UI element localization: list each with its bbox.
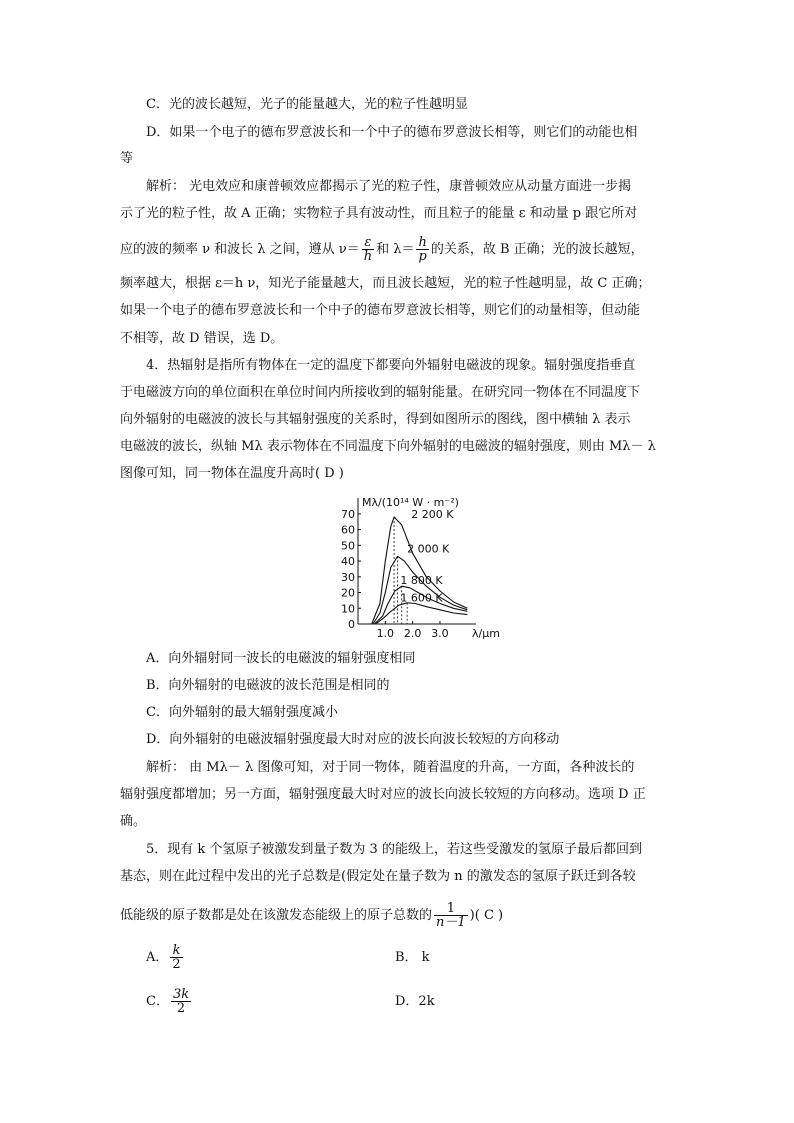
fraction-denominator: p — [418, 249, 427, 264]
q3-analysis-3c: 的关系，故 B 正确；光的波长越短， — [430, 242, 644, 257]
fraction-denominator: 2 — [176, 1001, 186, 1016]
y-tick-label: 20 — [341, 586, 355, 600]
q3-option-c: C．光的波长越短，光子的能量越大，光的粒子性越明显 — [146, 97, 468, 112]
q4-option-d: D．向外辐射的电磁波辐射强度最大时对应的波长向波长较短的方向移动 — [146, 732, 560, 747]
y-tick-label: 0 — [348, 618, 355, 631]
q4-option-a: A．向外辐射同一波长的电磁波的辐射强度相同 — [146, 651, 416, 666]
q3-analysis-5: 如果一个电子的德布罗意波长和一个中子的德布罗意波长相等，则它们的动量相等，但动能 — [120, 303, 641, 318]
q4-option-b: B．向外辐射的电磁波的波长范围是相同的 — [146, 678, 390, 693]
q5-option-c — [146, 982, 193, 1022]
q5-option-d: D．2k — [395, 994, 435, 1009]
y-tick-label: 40 — [341, 555, 355, 569]
q4-stem-4: 电磁波的波长，纵轴 Mλ 表示物体在不同温度下向外辐射的电磁波的辐射强度，则由 Mλ－ λ — [120, 439, 656, 454]
q5-option-b: B． k — [395, 950, 430, 965]
q5-stem-3a: 低能级的原子数都是处在该激发态能级上的原子总数的 — [120, 908, 433, 923]
fraction-h-over-p — [416, 236, 428, 263]
q5-stem-3 — [120, 896, 503, 936]
y-tick-label: 10 — [341, 602, 355, 616]
fraction-denominator: h — [363, 249, 373, 264]
y-tick-label: 60 — [341, 523, 355, 537]
fraction-1-over-n-1 — [434, 902, 468, 929]
fraction-numerator: k — [170, 944, 182, 958]
fraction-denominator: n－1 — [436, 915, 466, 930]
q3-analysis-3b: 和 λ＝ — [376, 242, 415, 257]
q4-stem-1: 4．热辐射是指所有物体在一定的温度下都要向外辐射电磁波的现象。辐射强度指垂直 — [146, 358, 636, 373]
q4-analysis-2: 辐射强度都增加；另一方面，辐射强度最大时对应的波长向波长较短的方向移动。选项 D 正 — [120, 787, 646, 802]
x-tick-label: 3.0 — [431, 627, 449, 640]
q3-analysis-1: 解析： 光电效应和康普顿效应都揭示了光的粒子性，康普顿效应从动量方面进一步揭 — [146, 179, 632, 194]
q4-stem-2: 于电磁波方向的单位面积在单位时间内所接收到的辐射能量。在研究同一物体在不同温度下 — [120, 385, 641, 400]
fraction-numerator: 1 — [434, 902, 468, 916]
q3-analysis-6: 不相等，故 D 错误，选 D。 — [120, 331, 284, 346]
q5-stem-1: 5．现有 k 个氢原子被激发到量子数为 3 的能级上，若这些受激发的氢原子最后都回到 — [146, 842, 642, 857]
x-tick-label: 2.0 — [403, 627, 422, 640]
fraction-denominator: 2 — [172, 957, 181, 972]
radiation-chart — [336, 494, 500, 640]
fraction-numerator: h — [418, 235, 427, 250]
y-axis-label: Mλ/(10¹⁴ W · m⁻²) — [362, 496, 459, 509]
q3-analysis-3a: 应的波的频率 ν 和波长 λ 之间，遵从 ν＝ — [120, 242, 360, 257]
fraction-epsilon-over-h — [362, 236, 374, 263]
q3-analysis-3 — [120, 230, 644, 270]
q4-option-c: C．向外辐射的最大辐射强度减小 — [146, 705, 338, 720]
q3-option-d: D．如果一个电子的德布罗意波长和一个中子的德布罗意波长相等，则它们的动能也相 — [146, 125, 638, 140]
option-label: A． — [146, 950, 169, 965]
option-label: C． — [146, 994, 169, 1009]
y-tick-label: 70 — [341, 507, 355, 521]
x-axis-label: λ/μm — [472, 627, 500, 640]
q4-stem-3: 向外辐射的电磁波的波长与其辐射强度的关系时，得到如图所示的图线，图中横轴 λ 表示 — [120, 412, 631, 427]
fraction-k-over-2 — [170, 944, 182, 971]
fraction-numerator: ε — [362, 236, 374, 250]
y-tick-label: 50 — [341, 539, 355, 553]
q5-option-a — [146, 938, 185, 978]
series-label: 2 200 K — [411, 507, 454, 521]
q4-analysis-3: 确。 — [120, 814, 147, 829]
q3-option-d-cont: 等 — [120, 151, 134, 166]
q5-stem-2: 基态，则在此过程中发出的光子总数是(假定处在量子数为 n 的激发态的氢原子跃迁到各较 — [120, 869, 636, 884]
series-label: 2 000 K — [407, 542, 450, 556]
x-tick-label: 1.0 — [376, 627, 395, 640]
series-label: 1 800 K — [400, 573, 443, 587]
q3-analysis-2: 示了光的粒子性，故 A 正确；实物粒子具有波动性，而且粒子的能量 ε 和动量 p 跟它所对 — [120, 206, 638, 221]
q4-analysis-1: 解析： 由 Mλ－ λ 图像可知，对于同一物体，随着温度的升高，一方面，各种波长的 — [146, 760, 635, 775]
y-tick-label: 30 — [341, 570, 355, 584]
q4-stem-5: 图像可知，同一物体在温度升高时( D ) — [120, 466, 344, 481]
fraction-numerator: 3k — [172, 987, 190, 1002]
series-curve — [376, 603, 468, 624]
q5-stem-3b: )( C ) — [469, 908, 504, 923]
series-label: 1 600 K — [400, 591, 443, 605]
fraction-3k-over-2 — [171, 988, 191, 1015]
q3-analysis-4: 频率越大，根据 ε＝h ν，知光子能量越大，而且波长越短，光的粒子性越明显，故 C 正确； — [120, 276, 651, 291]
